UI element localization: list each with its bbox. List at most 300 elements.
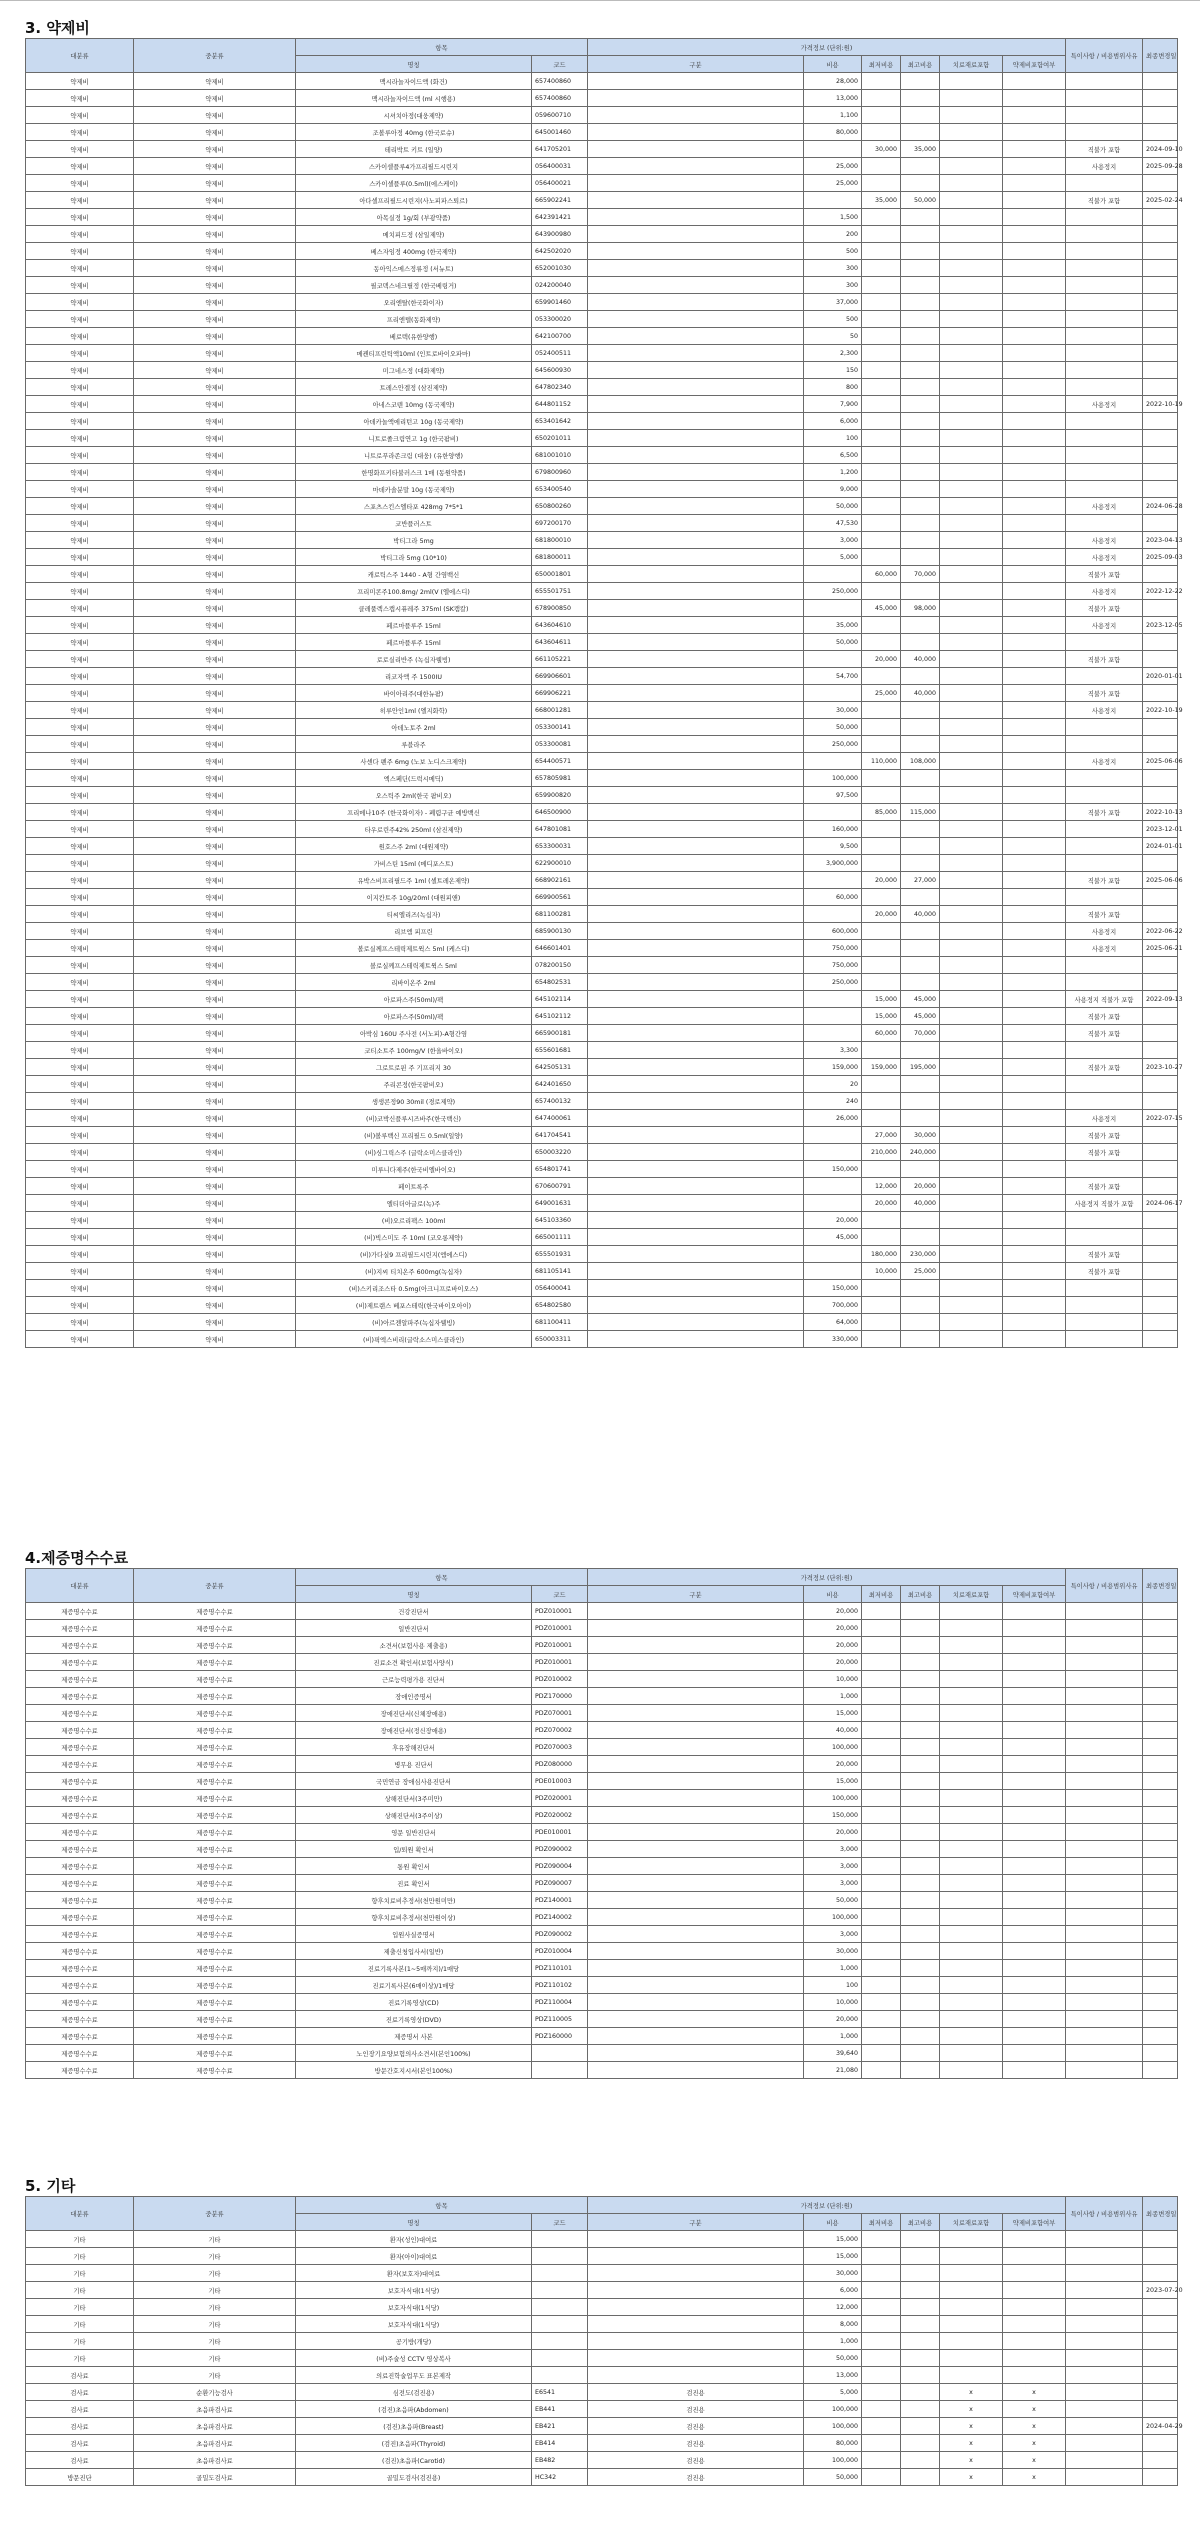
table-row [26, 532, 1178, 549]
table-cell: 직불가 포함 [1066, 651, 1143, 668]
table-cell [862, 2011, 901, 2028]
table-cell: 15,000 [862, 1008, 901, 1025]
table-cell: 제증명수수료 [134, 1943, 296, 1960]
table-cell: x [940, 2401, 1003, 2418]
table-cell: 약제비 [134, 957, 296, 974]
table-cell [940, 277, 1003, 294]
table-cell: 약제비 [134, 906, 296, 923]
table-cell [1143, 1620, 1178, 1637]
table-cell [901, 821, 940, 838]
table-cell [1003, 1773, 1066, 1790]
table-cell: 2022-06-22 [1143, 923, 1178, 940]
table-cell: 기타 [26, 2316, 134, 2333]
table-cell [901, 1705, 940, 1722]
table-cell [1003, 1977, 1066, 1994]
table-cell [588, 1875, 804, 1892]
table-cell: x [1003, 2418, 1066, 2435]
table-cell: 657400860 [532, 73, 588, 90]
table-cell: 64,000 [804, 1314, 862, 1331]
table-row [26, 2333, 1178, 2350]
table-row [26, 2248, 1178, 2265]
table-cell: 약제비 [26, 1280, 134, 1297]
table-cell [1066, 1280, 1143, 1297]
table-cell: 프리엔텔(동화제약) [296, 311, 532, 328]
table-cell [1066, 1994, 1143, 2011]
table-cell [1003, 991, 1066, 1008]
table-cell: 300 [804, 260, 862, 277]
table-cell [862, 430, 901, 447]
table-cell [532, 2299, 588, 2316]
table-cell: 약제비 [134, 345, 296, 362]
table-cell [1003, 294, 1066, 311]
table-cell: PDZ090002 [532, 1926, 588, 1943]
table-cell [1066, 1773, 1143, 1790]
table-cell [1003, 481, 1066, 498]
table-cell: PDZ010001 [532, 1603, 588, 1620]
table-cell: 제증명수수료 [134, 1790, 296, 1807]
table-cell [1143, 1824, 1178, 1841]
table-cell: 1,100 [804, 107, 862, 124]
table-cell [804, 192, 862, 209]
table-cell [901, 2418, 940, 2435]
table-cell [862, 498, 901, 515]
table-cell: 기타 [134, 2231, 296, 2248]
table-row [26, 736, 1178, 753]
table-cell [1003, 396, 1066, 413]
table-cell [862, 464, 901, 481]
table-cell [901, 1314, 940, 1331]
table-cell: 100,000 [804, 1739, 862, 1756]
table-cell [588, 345, 804, 362]
table-cell [1003, 1127, 1066, 1144]
table-cell [901, 1790, 940, 1807]
table-cell: 제증명수수료 [26, 2028, 134, 2045]
table-cell: 의료진학술업무도 표본제작 [296, 2367, 532, 2384]
table-cell: 3,000 [804, 1926, 862, 1943]
table-cell: (검진)초음파(Abdomen) [296, 2401, 532, 2418]
table-row [26, 2384, 1178, 2401]
table-cell: 646601401 [532, 940, 588, 957]
table-cell [862, 2282, 901, 2299]
table-cell [940, 566, 1003, 583]
table-cell [588, 804, 804, 821]
table-cell: 2024-06-28 [1143, 498, 1178, 515]
table-cell [862, 1773, 901, 1790]
table-cell: 약제비 [134, 855, 296, 872]
table-cell [862, 345, 901, 362]
table-cell [1066, 226, 1143, 243]
table-cell: 소견서(보험사용 제출용) [296, 1637, 532, 1654]
table-cell: 약제비 [134, 430, 296, 447]
table-cell: 약제비 [134, 481, 296, 498]
table-row [26, 192, 1178, 209]
table-cell: 유박스비프리필드주 1ml (셀트레온제약) [296, 872, 532, 889]
table-cell [862, 2350, 901, 2367]
table-cell [901, 2316, 940, 2333]
table-row [26, 634, 1178, 651]
table-cell: 약제비 [26, 294, 134, 311]
table-cell: 상해진단서(3주이상) [296, 1807, 532, 1824]
table-cell [1066, 1331, 1143, 1348]
table-cell: x [940, 2469, 1003, 2486]
table-cell [940, 1127, 1003, 1144]
table-cell: 약제비 [134, 974, 296, 991]
table-cell [1066, 481, 1143, 498]
table-cell: 통원 확인서 [296, 1858, 532, 1875]
table-cell: 20,000 [804, 2011, 862, 2028]
table-cell [940, 90, 1003, 107]
table-cell: PDZ070002 [532, 1722, 588, 1739]
table-row [26, 1790, 1178, 1807]
table-cell: 약제비 [26, 906, 134, 923]
table-cell: 제증명수수료 [134, 1688, 296, 1705]
table-cell [1143, 515, 1178, 532]
table-cell [588, 209, 804, 226]
table-cell [1066, 515, 1143, 532]
table-cell [901, 1960, 940, 1977]
table-cell [862, 532, 901, 549]
table-cell: 검진용 [588, 2418, 804, 2435]
table-cell: 이지칸트주 10g/20ml (대원피앤) [296, 889, 532, 906]
table-cell: 직불가 포함 [1066, 1025, 1143, 1042]
table-cell [1066, 2435, 1143, 2452]
table-cell: 약제비 [134, 158, 296, 175]
table-cell: 약제비 [26, 736, 134, 753]
table-cell [588, 719, 804, 736]
table-row [26, 1620, 1178, 1637]
table-cell: 장애인증명서 [296, 1688, 532, 1705]
table-cell: 입원사실증명서 [296, 1926, 532, 1943]
table-cell [1066, 2316, 1143, 2333]
table-cell [940, 413, 1003, 430]
table-cell: 약제비 [26, 447, 134, 464]
table-cell: 25,000 [901, 1263, 940, 1280]
table-cell [1003, 1705, 1066, 1722]
table-cell [1066, 294, 1143, 311]
table-cell [1003, 2248, 1066, 2265]
table-cell [1003, 2299, 1066, 2316]
table-cell [1003, 1722, 1066, 1739]
table-row [26, 141, 1178, 158]
table-cell: 2025-06-06 [1143, 753, 1178, 770]
table-cell: 제증명수수료 [26, 1841, 134, 1858]
table-cell [588, 175, 804, 192]
table-cell [1143, 379, 1178, 396]
table-cell [901, 1909, 940, 1926]
table-cell [862, 838, 901, 855]
table-cell: 사용정지 [1066, 1110, 1143, 1127]
table-cell: 제증명수수료 [26, 1603, 134, 1620]
table-cell [1143, 1722, 1178, 1739]
table-cell: 제증명수수료 [134, 1807, 296, 1824]
table-cell [901, 1297, 940, 1314]
table-cell [940, 2011, 1003, 2028]
table-cell: 약제비 [26, 1025, 134, 1042]
table-cell: 35,000 [901, 141, 940, 158]
table-cell [804, 1246, 862, 1263]
table-cell [588, 107, 804, 124]
table-cell [1066, 413, 1143, 430]
table-cell: 약제비 [134, 124, 296, 141]
table-cell: 사용정지 [1066, 549, 1143, 566]
table-cell [1143, 685, 1178, 702]
table-cell [1143, 2299, 1178, 2316]
table-row [26, 1263, 1178, 1280]
table-cell [940, 855, 1003, 872]
table-cell: 사용정지 [1066, 940, 1143, 957]
table-cell [940, 532, 1003, 549]
table-cell: (비)싱그릭스주 (글락소미스클라인) [296, 1144, 532, 1161]
table-cell [940, 1977, 1003, 1994]
table-cell: 150,000 [804, 1161, 862, 1178]
table-cell [1003, 2350, 1066, 2367]
table-cell [1066, 2265, 1143, 2282]
table-cell [940, 2299, 1003, 2316]
table-cell: 약제비 [134, 753, 296, 770]
table-cell: 진료기록사본(1~5매까지)/1매당 [296, 1960, 532, 1977]
table-cell: 타우로린주42% 250ml (삼진제약) [296, 821, 532, 838]
table-cell: 645102112 [532, 1008, 588, 1025]
header-category: 대분류 [26, 1569, 134, 1603]
table-cell: 약제비 [26, 1314, 134, 1331]
table-cell: 654802580 [532, 1297, 588, 1314]
table-cell [901, 243, 940, 260]
table-cell [1143, 2350, 1178, 2367]
table-cell [588, 1824, 804, 1841]
table-cell [901, 1229, 940, 1246]
table-cell [1003, 1178, 1066, 1195]
table-cell [862, 736, 901, 753]
table-cell [804, 991, 862, 1008]
table-cell: 제증명수수료 [134, 1739, 296, 1756]
table-cell: 약제비 [134, 260, 296, 277]
table-row [26, 974, 1178, 991]
table-cell: (비)픽엑스비리(글락소스미스클라인) [296, 1331, 532, 1348]
table-row [26, 889, 1178, 906]
table-row [26, 1654, 1178, 1671]
header-max-cost: 최고비용 [901, 1586, 940, 1603]
table-cell [1066, 2350, 1143, 2367]
table-cell: 검진용 [588, 2452, 804, 2469]
table-cell: 박티그라 5mg (10*10) [296, 549, 532, 566]
table-cell: 초음파검사료 [134, 2435, 296, 2452]
table-cell: 약제비 [134, 413, 296, 430]
table-cell [588, 787, 804, 804]
table-cell: 약제비 [26, 634, 134, 651]
table-cell [1003, 1110, 1066, 1127]
table-cell: 25,000 [862, 685, 901, 702]
table-cell [1066, 974, 1143, 991]
header-note: 특이사항 / 비용범위사유 [1066, 2197, 1143, 2231]
header-max-cost: 최고비용 [901, 56, 940, 73]
table-cell: 제증명수수료 [26, 1977, 134, 1994]
table-cell: 약제비 [134, 1144, 296, 1161]
table-cell: 제증명수수료 [134, 1705, 296, 1722]
table-cell [901, 90, 940, 107]
table-cell [901, 1042, 940, 1059]
table-cell: 건강진단서 [296, 1603, 532, 1620]
table-cell [1066, 838, 1143, 855]
table-cell: 10,000 [862, 1263, 901, 1280]
table-cell [1143, 1858, 1178, 1875]
table-cell [901, 2231, 940, 2248]
table-cell: 약제비 [134, 1093, 296, 1110]
table-cell [1066, 124, 1143, 141]
table-cell: 약제비 [26, 260, 134, 277]
table-cell: 2024-01-01 [1143, 838, 1178, 855]
table-cell: PDZ070003 [532, 1739, 588, 1756]
table-cell: 약제비 [26, 243, 134, 260]
table-cell: 100,000 [804, 2401, 862, 2418]
table-cell: 642401650 [532, 1076, 588, 1093]
table-cell [588, 1841, 804, 1858]
table-cell [1003, 1263, 1066, 1280]
table-cell [862, 787, 901, 804]
table-cell [901, 345, 940, 362]
table-cell [1066, 2282, 1143, 2299]
table-cell: 약제비 [26, 1076, 134, 1093]
table-cell [588, 1909, 804, 1926]
table-row [26, 804, 1178, 821]
table-cell [1066, 2045, 1143, 2062]
table-cell [901, 107, 940, 124]
table-cell [940, 702, 1003, 719]
table-cell [901, 379, 940, 396]
table-cell [940, 923, 1003, 940]
table-cell: 12,000 [804, 2299, 862, 2316]
table-cell: 제증명수수료 [134, 1603, 296, 1620]
table-cell: 제증명수수료 [26, 1722, 134, 1739]
table-cell: 약제비 [26, 107, 134, 124]
table-cell [940, 1314, 1003, 1331]
table-cell [1066, 209, 1143, 226]
table-cell: 20,000 [804, 1756, 862, 1773]
table-cell: 약제비 [26, 1212, 134, 1229]
table-row [26, 1705, 1178, 1722]
table-cell [901, 889, 940, 906]
table-cell: 240 [804, 1093, 862, 1110]
table-cell [588, 974, 804, 991]
table-cell: 기타 [26, 2299, 134, 2316]
table-row [26, 1076, 1178, 1093]
table-cell: 059600710 [532, 107, 588, 124]
table-cell: 제증명수수료 [26, 1994, 134, 2011]
table-cell [940, 787, 1003, 804]
table-cell [1003, 787, 1066, 804]
table-cell: PDZ010001 [532, 1654, 588, 1671]
table-cell [1003, 668, 1066, 685]
table-cell: 직불가 포함 [1066, 566, 1143, 583]
table-cell [1143, 464, 1178, 481]
table-cell [862, 549, 901, 566]
table-cell [588, 2011, 804, 2028]
table-cell: 159,000 [804, 1059, 862, 1076]
table-cell [1066, 464, 1143, 481]
table-cell [1003, 1943, 1066, 1960]
table-cell [901, 1892, 940, 1909]
table-cell [901, 2384, 940, 2401]
table-cell [862, 1756, 901, 1773]
table-cell [588, 600, 804, 617]
header-material-included: 치료재료포함 [940, 1586, 1003, 1603]
table-cell: 티씨엘리즈(녹십자) [296, 906, 532, 923]
table-cell: 15,000 [804, 1773, 862, 1790]
section-other-fees [25, 2176, 1183, 2486]
table-cell: 3,300 [804, 1042, 862, 1059]
table-cell [1003, 1858, 1066, 1875]
table-cell [940, 1093, 1003, 1110]
header-min-cost: 최저비용 [862, 1586, 901, 1603]
table-cell [1003, 2333, 1066, 2350]
table-cell: 사센다 펜주 6mg (노보 노디스크제약) [296, 753, 532, 770]
table-cell [901, 957, 940, 974]
table-cell: 200 [804, 226, 862, 243]
table-cell [901, 1161, 940, 1178]
table-cell [901, 1994, 940, 2011]
table-cell: (검진)초음파(Carotid) [296, 2452, 532, 2469]
table-cell [901, 515, 940, 532]
table-cell [1003, 277, 1066, 294]
table-cell: PDZ170000 [532, 1688, 588, 1705]
table-cell [862, 243, 901, 260]
table-cell [940, 209, 1003, 226]
table-cell: 아다셀프리필드시린지(사노피파스퇴르) [296, 192, 532, 209]
table-cell [1003, 974, 1066, 991]
table-cell [1066, 243, 1143, 260]
table-cell: 약제비 [134, 889, 296, 906]
table-cell: 약제비 [26, 192, 134, 209]
table-cell: 직불가 포함 [1066, 1246, 1143, 1263]
table-cell [901, 532, 940, 549]
table-cell: 약제비 [134, 1025, 296, 1042]
table-cell: 박티그라 5mg [296, 532, 532, 549]
table-cell: 기타 [134, 2333, 296, 2350]
table-cell: 240,000 [901, 1144, 940, 1161]
table-cell: 프리미콘주100.8mg/ 2ml(V (엘에스디) [296, 583, 532, 600]
table-cell [1066, 957, 1143, 974]
table-cell: 약제비 [26, 311, 134, 328]
table-cell [862, 1671, 901, 1688]
table-cell [901, 1076, 940, 1093]
table-row [26, 277, 1178, 294]
table-cell [901, 2333, 940, 2350]
table-cell [940, 685, 1003, 702]
table-cell: 엑스페딘(드럭시메딕) [296, 770, 532, 787]
table-cell: 약제비 [134, 600, 296, 617]
table-cell [1003, 447, 1066, 464]
table-row [26, 1841, 1178, 1858]
table-cell [1003, 328, 1066, 345]
table-cell [862, 770, 901, 787]
table-cell [1003, 1093, 1066, 1110]
table-cell [862, 1688, 901, 1705]
table-cell: 650003220 [532, 1144, 588, 1161]
table-cell: 100 [804, 1977, 862, 1994]
table-cell [862, 2401, 901, 2418]
table-cell [1003, 1042, 1066, 1059]
table-cell: 아목실정 1g/회 (부광약품) [296, 209, 532, 226]
table-cell [804, 1008, 862, 1025]
table-cell [1003, 923, 1066, 940]
table-cell: 642100700 [532, 328, 588, 345]
table-cell: 약제비 [26, 413, 134, 430]
table-cell [862, 1212, 901, 1229]
table-cell: 리브엠 피프린 [296, 923, 532, 940]
table-cell [804, 1144, 862, 1161]
table-cell [1066, 2452, 1143, 2469]
table-cell: 약제비 [26, 396, 134, 413]
table-cell: 약제비 [134, 838, 296, 855]
